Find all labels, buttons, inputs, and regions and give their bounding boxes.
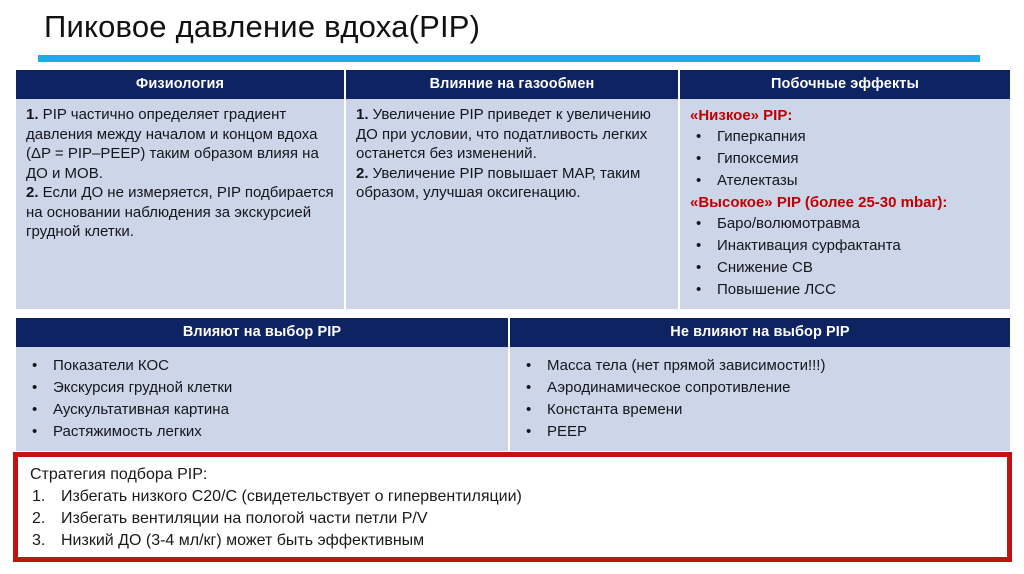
column-header-influencing: Влияют на выбор PIP: [182, 324, 342, 340]
physiology-table: [16, 70, 1010, 309]
physiology-point-2-number: 2.: [26, 184, 39, 201]
column-header-not-influencing: Не влияют на выбор PIP: [508, 318, 1010, 347]
influence-table-body-row: [16, 347, 1010, 451]
high-pip-heading: «Высокое» PIP (более 25-30 mbar):: [690, 194, 948, 211]
low-pip-heading: «Низкое» PIP:: [690, 107, 793, 124]
list-item: • Показатели КОС: [26, 355, 500, 377]
list-item: • Снижение СВ: [690, 257, 1002, 279]
influencing-factors-list: [26, 355, 500, 443]
list-item: • Масса тела (нет прямой зависимости!!!): [520, 355, 1002, 377]
list-item: • Ателектазы: [690, 170, 1002, 192]
page-title: Пиковое давление вдоха(PIP): [44, 9, 481, 44]
list-item: • Инактивация сурфактанта: [690, 235, 1002, 257]
list-item: • Гиперкапния: [690, 126, 1002, 148]
gas-exchange-point-2: [356, 164, 670, 203]
list-item: Избегать низкого С20/С (свидетельствует о гипервентиляции): [61, 488, 522, 505]
gas-exchange-point-2-number: 2.: [356, 164, 369, 182]
cell-side-effects: [678, 99, 1010, 309]
physiology-point-1-number: 1.: [26, 106, 39, 123]
strategy-callout-box: [13, 452, 1012, 562]
strategy-list: [30, 486, 997, 552]
gas-exchange-point-1: [356, 105, 670, 164]
physiology-point-2: [26, 183, 336, 242]
list-item: • Гипоксемия: [690, 148, 1002, 170]
gas-exchange-point-1-number: 1.: [356, 106, 369, 123]
influence-table-header-row: [16, 318, 1010, 347]
high-pip-list: [690, 213, 1002, 301]
column-header-physiology: Физиология: [135, 76, 225, 92]
cell-gas-exchange: [344, 99, 678, 309]
gas-exchange-point-1-text: Увеличение PIP приведет к увеличению ДО при условии, что податливость легких останется без изменений.: [356, 106, 651, 162]
list-item: Низкий ДО (3-4 мл/кг) может быть эффективным: [61, 532, 425, 549]
column-header-gas-exchange: Влияние на газообмен: [344, 70, 678, 99]
influence-table: [16, 318, 1010, 451]
title-accent-rule: [38, 55, 980, 62]
list-item: • Баро/волюмотравма: [690, 213, 1002, 235]
list-item: • Аэродинамическое сопротивление: [520, 377, 1002, 399]
list-item: • Растяжимость легких: [26, 421, 500, 443]
list-item: • Аускультативная картина: [26, 399, 500, 421]
physiology-point-2-text: Если ДО не измеряется, PIP подбирается на основании наблюдения за экскурсией грудной клетки.: [26, 184, 334, 240]
gas-exchange-point-2-text: Увеличение PIP повышает МАР, таким образом, улучшая оксигенацию.: [356, 164, 641, 201]
list-item: Избегать вентиляции на пологой части петли P/V: [61, 510, 428, 527]
list-item: • Экскурсия грудной клетки: [26, 377, 500, 399]
non-influencing-factors-list: [520, 355, 1002, 443]
low-pip-list: [690, 126, 1002, 192]
strategy-title: Стратегия подбора PIP:: [30, 466, 208, 483]
list-item: • Повышение ЛСС: [690, 279, 1002, 301]
cell-influencing-factors: [16, 347, 508, 451]
physiology-table-body-row: [16, 99, 1010, 309]
list-item: • PEEP: [520, 421, 1002, 443]
physiology-point-1-text: PIP частично определяет градиент давления между началом и концом вдоха (ΔP = PIP–PEEP) таким образом влияя на ДО и МОВ.: [26, 106, 319, 182]
physiology-point-1: [26, 105, 336, 183]
cell-physiology: [16, 99, 344, 309]
cell-non-influencing-factors: [508, 347, 1010, 451]
list-item: • Константа времени: [520, 399, 1002, 421]
physiology-table-header-row: [16, 70, 1010, 99]
column-header-side-effects: Побочные эффекты: [678, 70, 1010, 99]
